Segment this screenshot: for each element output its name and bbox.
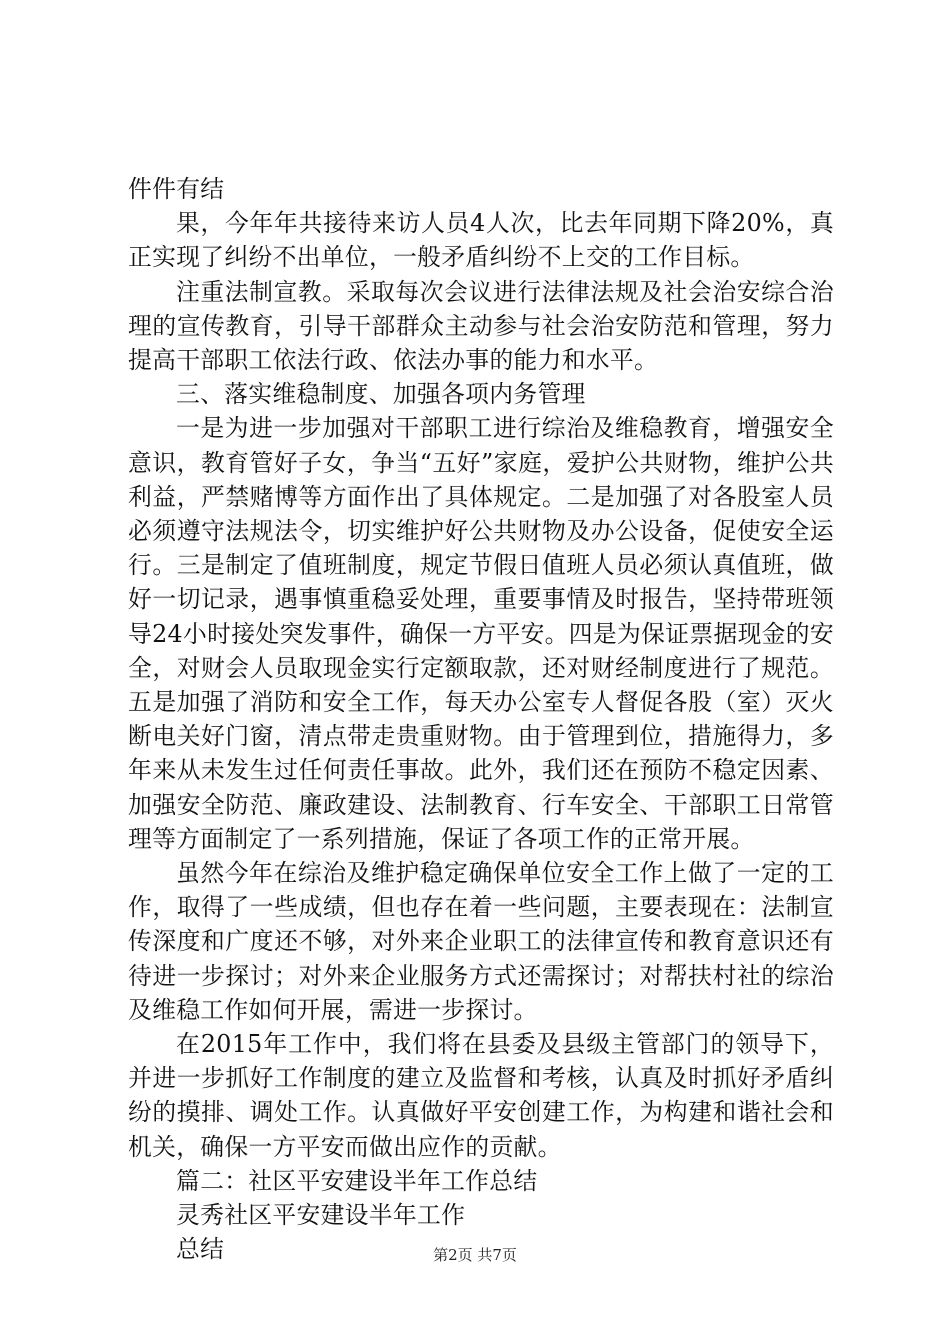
document-body	[128, 172, 834, 1267]
paragraph-visitor-stats: 果，今年年共接待来访人员4人次，比去年同期下降20%，真正实现了纠纷不出单位，一般矛盾纠纷不上交的工作目标。	[128, 209, 834, 272]
paragraph-management-measures: 一是为进一步加强对干部职工进行综治及维稳教育，增强安全意识，教育管好子女，争当“五好”家庭，爱护公共财物，维护公共利益，严禁赌博等方面作出了具体规定。二是加强了对各股室人员必须遵守法规法令，切实维护好公共财物及办公设备，促使安全运行。三是制定了值班制度，规定节假日值班人员必须认真值班，做好一切记录，遇事慎重稳妥处理，重要事情及时报告，坚持带班领导24小时接处突发事件，确保一方平安。四是为保证票据现金的安全，对财会人员取现金实行定额取款，还对财经制度进行了规范。五是加强了消防和安全工作，每天办公室专人督促各股（室）灭火断电关好门窗，清点带走贵重财物。由于管理到位，措施得力，多年来从未发生过任何责任事故。此外，我们还在预防不稳定因素、加强安全防范、廉政建设、法制教育、行车安全、干部职工日常管理等方面制定了一系列措施，保证了各项工作的正常开展。	[128, 414, 834, 853]
heading-part-two: 篇二：社区平安建设半年工作总结	[176, 1166, 538, 1195]
paragraph-problems: 虽然今年在综治及维护稳定确保单位安全工作上做了一定的工作，取得了一些成绩，但也存在着一些问题，主要表现在：法制宣传深度和广度还不够，对外来企业职工的法律宣传和教育意识还有待进一步探讨；对外来企业服务方式还需探讨；对帮扶村社的综治及维稳工作如何开展，需进一步探讨。	[128, 859, 834, 1024]
page-number-footer: 第2页 共7页	[433, 1246, 517, 1264]
paragraph-legal-education: 注重法制宣教。采取每次会议进行法律法规及社会治安综合治理的宣传教育，引导干部群众主动参与社会治安防范和管理，努力提高干部职工依法行政、依法办事的能力和水平。	[128, 277, 834, 375]
paragraph-continuation: 件件有结	[128, 175, 225, 203]
section-heading-stability-management: 三、落实维稳制度、加强各项内务管理	[176, 380, 586, 409]
heading-community-title: 灵秀社区平安建设半年工作	[176, 1201, 466, 1230]
heading-summary: 总结	[176, 1235, 225, 1264]
paragraph-2015-plan: 在2015年工作中，我们将在县委及县级主管部门的领导下，并进一步抓好工作制度的建立及监督和考核，认真及时抓好矛盾纠纷的摸排、调处工作。认真做好平安创建工作，为构建和谐社会和机关，确保一方平安而做出应作的贡献。	[128, 1030, 834, 1161]
